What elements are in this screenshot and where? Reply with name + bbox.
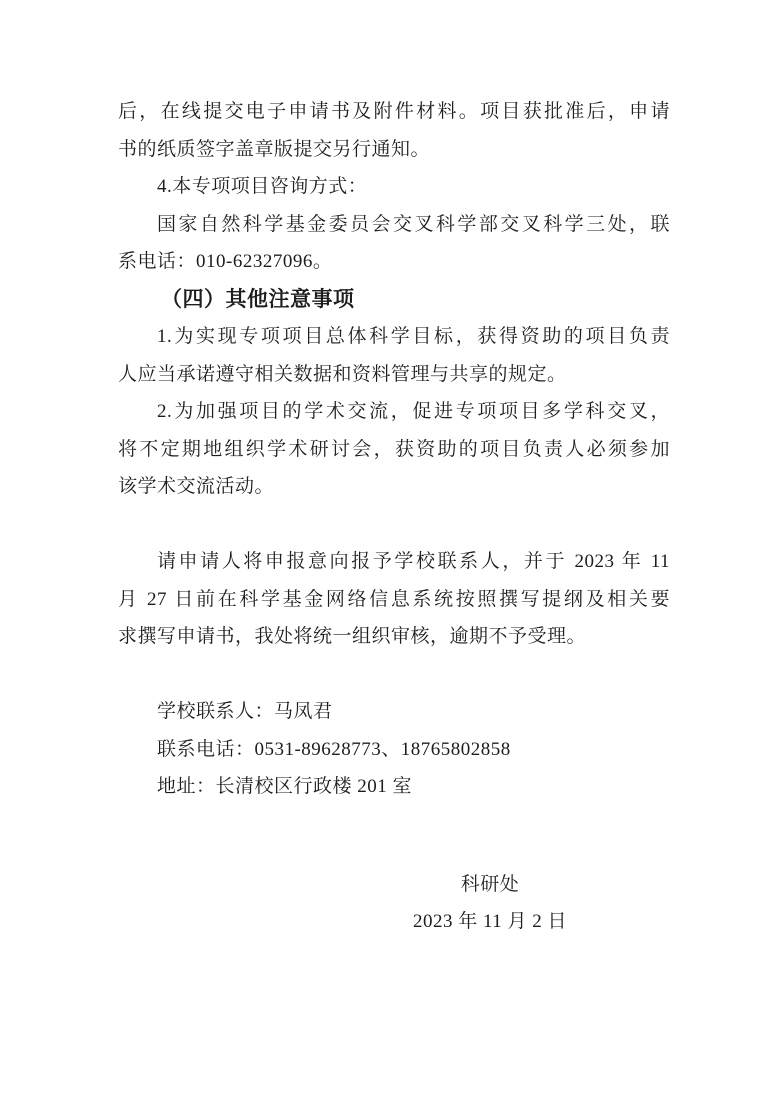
document-content xyxy=(118,93,670,941)
document-line: 国家自然科学基金委员会交叉科学部交叉科学三处，联 xyxy=(156,213,670,235)
document-line: 地址：长清校区行政楼 201 室 xyxy=(156,776,412,797)
signature-block xyxy=(214,866,766,941)
document-line: 求撰写申请书，我处将统一组织审核，逾期不予受理。 xyxy=(118,626,587,647)
signature-date: 2023 年 11 月 2 日 xyxy=(412,911,568,932)
document-line: 将不定期地组织学术研讨会，获资助的项目负责人必须参加 xyxy=(118,438,670,460)
blank-line xyxy=(118,656,670,694)
document-line: 后，在线提交电子申请书及附件材料。项目获批准后，申请 xyxy=(118,101,670,122)
section-heading: （四）其他注意事项 xyxy=(161,286,355,311)
document-line: 请申请人将申报意向报予学校联系人，并于 2023 年 11 xyxy=(156,551,670,572)
document-line: 人应当承诺遵守相关数据和资料管理与共享的规定。 xyxy=(118,363,567,385)
blank-line xyxy=(118,506,670,544)
document-line: 4.本专项项目咨询方式： xyxy=(156,176,368,197)
document-line: 学校联系人：马凤君 xyxy=(156,701,333,722)
document-line: 月 27 日前在科学基金网络信息系统按照撰写提纲及相关要 xyxy=(118,588,670,610)
document-line: 2.为加强项目的学术交流，促进专项项目多学科交叉， xyxy=(156,401,670,422)
signature-org: 科研处 xyxy=(460,873,520,895)
document-line: 系电话：010-62327096。 xyxy=(118,251,333,272)
document-lines xyxy=(118,93,670,806)
document-line: 1.为实现专项项目总体科学目标，获得资助的项目负责 xyxy=(156,326,670,347)
document-line: 书的纸质签字盖章版提交另行通知。 xyxy=(118,138,431,160)
document-line: 该学术交流活动。 xyxy=(118,476,275,497)
document-line: 联系电话：0531-89628773、18765802858 xyxy=(156,738,511,760)
